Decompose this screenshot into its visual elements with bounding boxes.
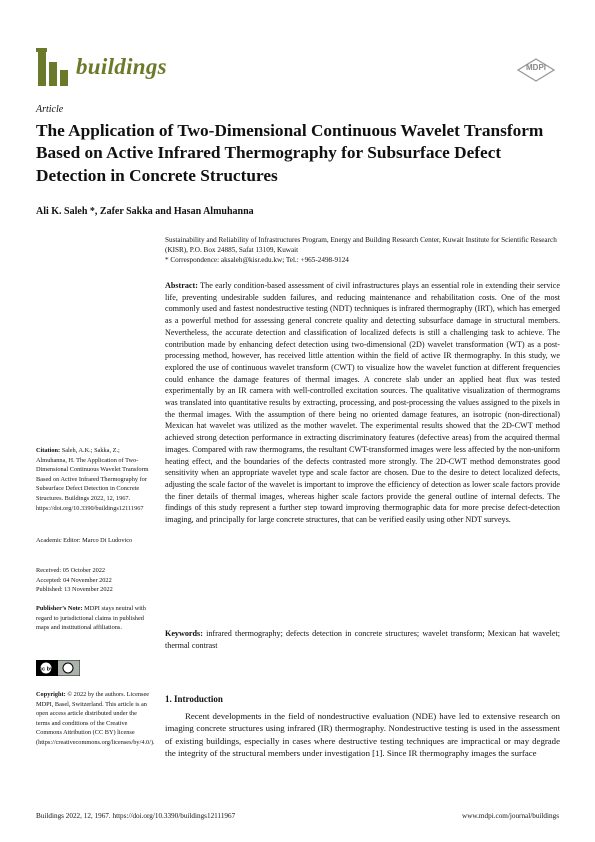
introduction-text: Recent developments in the field of nondestructive evaluation (NDE) have led to extensive research on imaging concrete structures using infrared (IR) thermography. Nondestructive testing is used in the assessment of existing buildings, especially in cases where destructive testing techniques are impractical or may degrade the integrity of the structural members under investigation [1]. Since IR thermography images the surface	[165, 711, 560, 759]
abstract-text: The early condition-based assessment of civil infrastructures plays an essential role in extending their service life, preventing undesirable sudden failures, and reducing maintenance and rehabilitation costs. One of the most commonly used and fastest nondestructive testing (NDT) techniques is infrared thermography (IRT), which has emerged as a powerful method for assessing general concrete quality and detecting subsurface damage in structural members. Nevertheless, the accurate detection and classification of localized defects is still a challenging task to achieve. The contribution made by enhancing defect detection using two-dimensional (2D) wavelet transformation (WT) as a post-processing method, however, has received little attention within the field of active IR thermography. In this study, we explored the use of continuous wavelet transform (CWT) to visualize how the wavelet function at different frequencies could enhance the damage features of thermal images. A concrete slab under an applied heat flux was tested experimentally by an IR camera with well-controlled excitation sources. The qualitative visualization of thermograms was translated into quantitative results by extracting, processing, and post-processing the values assigned to the pixels in the thermal images. With the assumption of there being no oriented damage features, an isotropic (non-directional) Mexican hat wavelet was utilized as the mother wavelet. The experimental results showed that the 2D-CWT method achieved strong detection performance in extracting discriminatory features (defective areas) from the acquired thermal images. Compared with raw thermograms, the resultant CWT-transformed images were less affected by the non-uniform heating effect, and the boundaries of the defects contrasted more strongly. The 2D-CWT method demonstrates good sensitivity when an appropriate wavelet type and scale factor are chosen. Due to the desire to detect localized defects, adjusting the scale factor of the wavelet is important to improve the efficiency of detection as lower scale factors provide the finer details of thermal images, whereas higher scale factors provide the general outline of internal defects. The findings of this study represent a further step toward improving thermographic data for more precise defect-detection imaging, and principally for large concrete structures, that can be verified easily using other NDT surveys.	[165, 281, 560, 525]
cc-badge-text: cc by	[38, 666, 54, 673]
published-date: Published: 13 November 2022	[36, 586, 113, 594]
citation-block	[36, 446, 151, 513]
keywords-label: Keywords:	[165, 629, 203, 638]
publisher-note	[36, 604, 151, 633]
keywords-text: infrared thermography; defects detection in concrete structures; wavelet transform; Mexican hat wavelet; thermal contrast	[165, 629, 561, 650]
footer-citation[interactable]: Buildings 2022, 12, 1967. https://doi.org/10.3390/buildings12111967	[36, 812, 236, 820]
article-type: Article	[36, 104, 64, 115]
footer-journal-url[interactable]: www.mdpi.com/journal/buildings	[462, 812, 559, 820]
citation-text: Saleh, A.K.; Sakka, Z.; Almuhanna, H. The Application of Two-Dimensional Continuous Wavelet Transform Based on Active Infrared Thermography for Subsurface Defect Detection in Concrete Structures. Buildings 2022, 12, 1967. https://doi.org/10.3390/buildings12111967	[36, 447, 149, 512]
cc-by-license-icon[interactable]	[36, 660, 80, 676]
publisher-note-text: MDPI stays neutral with regard to jurisdictional claims in published maps and institutional affiliations.	[36, 605, 146, 632]
accepted-date: Accepted: 04 November 2022	[36, 576, 112, 584]
article-title: The Application of Two-Dimensional Continuous Wavelet Transform Based on Active Infrared Thermography for Subsurface Defect Detection in Concrete Structures	[36, 121, 544, 185]
keywords	[165, 628, 560, 651]
publisher-logo-text: MDPI	[526, 63, 546, 72]
copyright-block	[36, 690, 155, 748]
received-date: Received: 05 October 2022	[36, 567, 106, 574]
academic-editor: Academic Editor: Marco Di Ludovico	[36, 537, 133, 544]
abstract-label: Abstract:	[165, 281, 198, 290]
author-list: Ali K. Saleh *, Zafer Sakka and Hasan Almuhanna	[36, 206, 254, 217]
journal-logo-icon	[36, 48, 72, 86]
publisher-note-label: Publisher’s Note:	[36, 605, 83, 612]
affiliation-text: Sustainability and Reliability of Infrastructures Program, Energy and Building Research Center, Kuwait Institute for Scientific Research (KISR), P.O. Box 24885, Safat 13109, Kuwait	[165, 236, 557, 254]
abstract	[165, 280, 560, 526]
introduction-paragraph	[165, 710, 560, 760]
affiliation-block	[165, 235, 565, 265]
section-heading-introduction: 1. Introduction	[165, 694, 223, 704]
citation-label: Citation:	[36, 447, 61, 454]
journal-name: buildings	[76, 54, 167, 79]
dates-block	[36, 566, 151, 595]
correspondence-text: * Correspondence: aksaleh@kisr.edu.kw; Tel.: +965-2498-9124	[165, 256, 349, 264]
copyright-label: Copyright:	[36, 691, 66, 698]
copyright-text: © 2022 by the authors. Licensee MDPI, Basel, Switzerland. This article is an open access article distributed under the terms and conditions of the Creative Commons Attribution (CC BY) license (https://creativecommons.org/licenses/by/4.0/).	[36, 691, 155, 746]
